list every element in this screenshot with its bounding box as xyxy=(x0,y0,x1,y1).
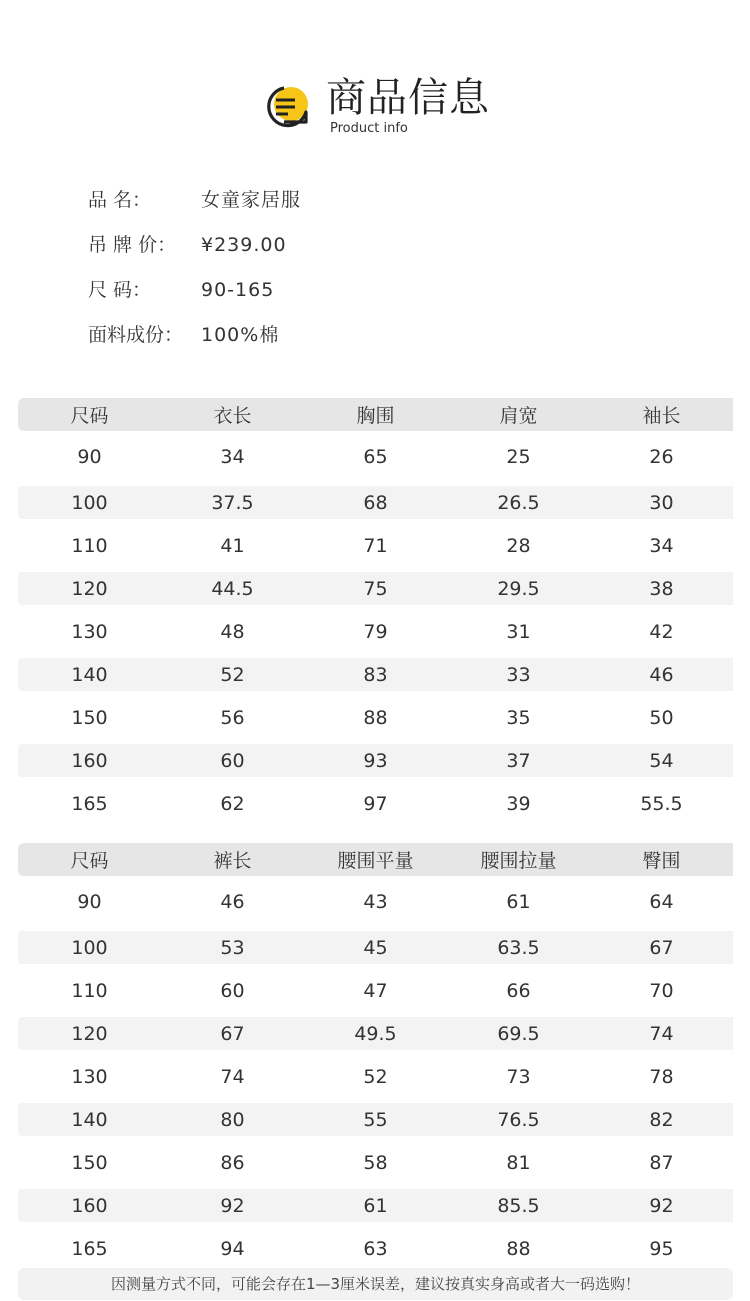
table-header-cell: 腰围平量 xyxy=(337,850,414,872)
table-cell: 88 xyxy=(363,706,388,729)
table-cell: 55 xyxy=(363,1108,388,1131)
table-cell: 110 xyxy=(71,979,108,1002)
table-cell: 130 xyxy=(71,620,108,643)
table-cell: 140 xyxy=(71,1108,108,1131)
table-cell: 94 xyxy=(220,1237,245,1260)
section-header xyxy=(0,70,750,140)
table-header-cell: 臀围 xyxy=(642,850,681,872)
table-cell: 81 xyxy=(506,1151,531,1174)
table-cell: 120 xyxy=(71,577,108,600)
table-cell: 76.5 xyxy=(497,1108,540,1131)
table-header-row xyxy=(18,843,733,876)
table-cell: 60 xyxy=(220,749,245,772)
table-cell: 69.5 xyxy=(497,1022,540,1045)
table-cell: 165 xyxy=(71,792,108,815)
table-cell: 63 xyxy=(363,1237,388,1260)
table-row xyxy=(18,931,733,964)
table-cell: 160 xyxy=(71,1194,108,1217)
table-row xyxy=(18,486,733,519)
table-cell: 65 xyxy=(363,446,388,468)
table-header-cell: 袖长 xyxy=(642,405,681,427)
table-cell: 37.5 xyxy=(211,491,254,514)
info-value: ¥239.00 xyxy=(201,234,287,256)
table-row xyxy=(18,1141,733,1184)
table-cell: 160 xyxy=(71,749,108,772)
table-cell: 110 xyxy=(71,534,108,557)
table-cell: 165 xyxy=(71,1237,108,1260)
table-header-cell: 衣长 xyxy=(213,405,252,427)
info-label: 尺 码： xyxy=(88,279,152,301)
table-cell: 49.5 xyxy=(354,1022,397,1045)
table-cell: 47 xyxy=(363,979,388,1002)
info-label: 吊 牌 价： xyxy=(88,234,177,256)
table-cell: 33 xyxy=(506,663,531,686)
table-cell: 61 xyxy=(506,891,531,913)
table-cell: 25 xyxy=(506,446,531,468)
table-cell: 31 xyxy=(506,620,531,643)
table-cell: 86 xyxy=(220,1151,245,1174)
table-cell: 87 xyxy=(649,1151,674,1174)
table-row xyxy=(18,876,733,926)
table-cell: 52 xyxy=(363,1065,388,1088)
table-cell: 50 xyxy=(649,706,674,729)
section-title: 商品信息 xyxy=(326,75,490,121)
table-cell: 62 xyxy=(220,792,245,815)
table-cell: 150 xyxy=(71,706,108,729)
section-subtitle: Product info xyxy=(330,121,408,136)
table-cell: 88 xyxy=(506,1237,531,1260)
table-cell: 53 xyxy=(220,936,245,959)
table-row xyxy=(18,610,733,653)
table-cell: 78 xyxy=(649,1065,674,1088)
table-cell: 46 xyxy=(649,663,674,686)
table-cell: 74 xyxy=(649,1022,674,1045)
table-cell: 34 xyxy=(649,534,674,557)
table-cell: 74 xyxy=(220,1065,245,1088)
table-cell: 85.5 xyxy=(497,1194,540,1217)
table-row xyxy=(18,572,733,605)
table-cell: 30 xyxy=(649,491,674,514)
table-row xyxy=(18,1055,733,1098)
info-label: 面料成份： xyxy=(88,324,184,346)
table-cell: 68 xyxy=(363,491,388,514)
info-label: 品 名： xyxy=(88,189,152,211)
table-cell: 82 xyxy=(649,1108,674,1131)
table-cell: 29.5 xyxy=(497,577,540,600)
table-cell: 38 xyxy=(649,577,674,600)
table-cell: 73 xyxy=(506,1065,531,1088)
table-cell: 66 xyxy=(506,979,531,1002)
table-row xyxy=(18,744,733,777)
table-cell: 67 xyxy=(649,936,674,959)
table-cell: 35 xyxy=(506,706,531,729)
table-cell: 93 xyxy=(363,749,388,772)
table-cell: 120 xyxy=(71,1022,108,1045)
table-cell: 92 xyxy=(220,1194,245,1217)
table-row xyxy=(18,1103,733,1136)
table-cell: 63.5 xyxy=(497,936,540,959)
table-row xyxy=(18,969,733,1012)
document-lines-icon xyxy=(262,82,312,132)
table-cell: 28 xyxy=(506,534,531,557)
table-row xyxy=(18,431,733,481)
table-header-cell: 尺码 xyxy=(70,405,109,427)
table-cell: 26.5 xyxy=(497,491,540,514)
table-cell: 80 xyxy=(220,1108,245,1131)
table-cell: 44.5 xyxy=(211,577,254,600)
table-cell: 56 xyxy=(220,706,245,729)
table-row xyxy=(18,524,733,567)
table-cell: 150 xyxy=(71,1151,108,1174)
table-cell: 41 xyxy=(220,534,245,557)
info-value: 100%棉 xyxy=(201,324,280,346)
table-header-cell: 胸围 xyxy=(356,405,395,427)
table-cell: 52 xyxy=(220,663,245,686)
table-cell: 100 xyxy=(71,491,108,514)
table-cell: 92 xyxy=(649,1194,674,1217)
table-cell: 54 xyxy=(649,749,674,772)
table-cell: 75 xyxy=(363,577,388,600)
info-value: 90-165 xyxy=(201,279,275,301)
table-header-cell: 裤长 xyxy=(213,850,252,872)
table-header-cell: 尺码 xyxy=(70,850,109,872)
table-cell: 34 xyxy=(220,446,245,468)
bottom-size-table xyxy=(18,843,733,1270)
info-value: 女童家居服 xyxy=(201,189,302,211)
table-row xyxy=(18,658,733,691)
table-cell: 43 xyxy=(363,891,388,913)
table-cell: 37 xyxy=(506,749,531,772)
table-row xyxy=(18,1189,733,1222)
table-cell: 95 xyxy=(649,1237,674,1260)
table-cell: 60 xyxy=(220,979,245,1002)
table-cell: 45 xyxy=(363,936,388,959)
table-cell: 100 xyxy=(71,936,108,959)
table-cell: 61 xyxy=(363,1194,388,1217)
table-cell: 48 xyxy=(220,620,245,643)
table-cell: 71 xyxy=(363,534,388,557)
table-cell: 46 xyxy=(220,891,245,913)
table-cell: 140 xyxy=(71,663,108,686)
table-cell: 39 xyxy=(506,792,531,815)
table-cell: 67 xyxy=(220,1022,245,1045)
top-size-table xyxy=(18,398,733,825)
table-cell: 26 xyxy=(649,446,674,468)
table-header-cell: 腰围拉量 xyxy=(480,850,557,872)
table-cell: 130 xyxy=(71,1065,108,1088)
table-cell: 70 xyxy=(649,979,674,1002)
table-cell: 58 xyxy=(363,1151,388,1174)
table-cell: 42 xyxy=(649,620,674,643)
table-row xyxy=(18,1227,733,1270)
table-cell: 97 xyxy=(363,792,388,815)
table-row xyxy=(18,1017,733,1050)
table-header-row xyxy=(18,398,733,431)
table-header-cell: 肩宽 xyxy=(499,405,538,427)
table-row xyxy=(18,782,733,825)
table-cell: 90 xyxy=(77,446,102,468)
table-cell: 64 xyxy=(649,891,674,913)
table-row xyxy=(18,696,733,739)
table-cell: 55.5 xyxy=(640,792,683,815)
table-cell: 83 xyxy=(363,663,388,686)
measurement-note: 因测量方式不同，可能会存在1—3厘米误差，建议按真实身高或者大一码选购！ xyxy=(18,1268,733,1300)
table-cell: 79 xyxy=(363,620,388,643)
table-cell: 90 xyxy=(77,891,102,913)
